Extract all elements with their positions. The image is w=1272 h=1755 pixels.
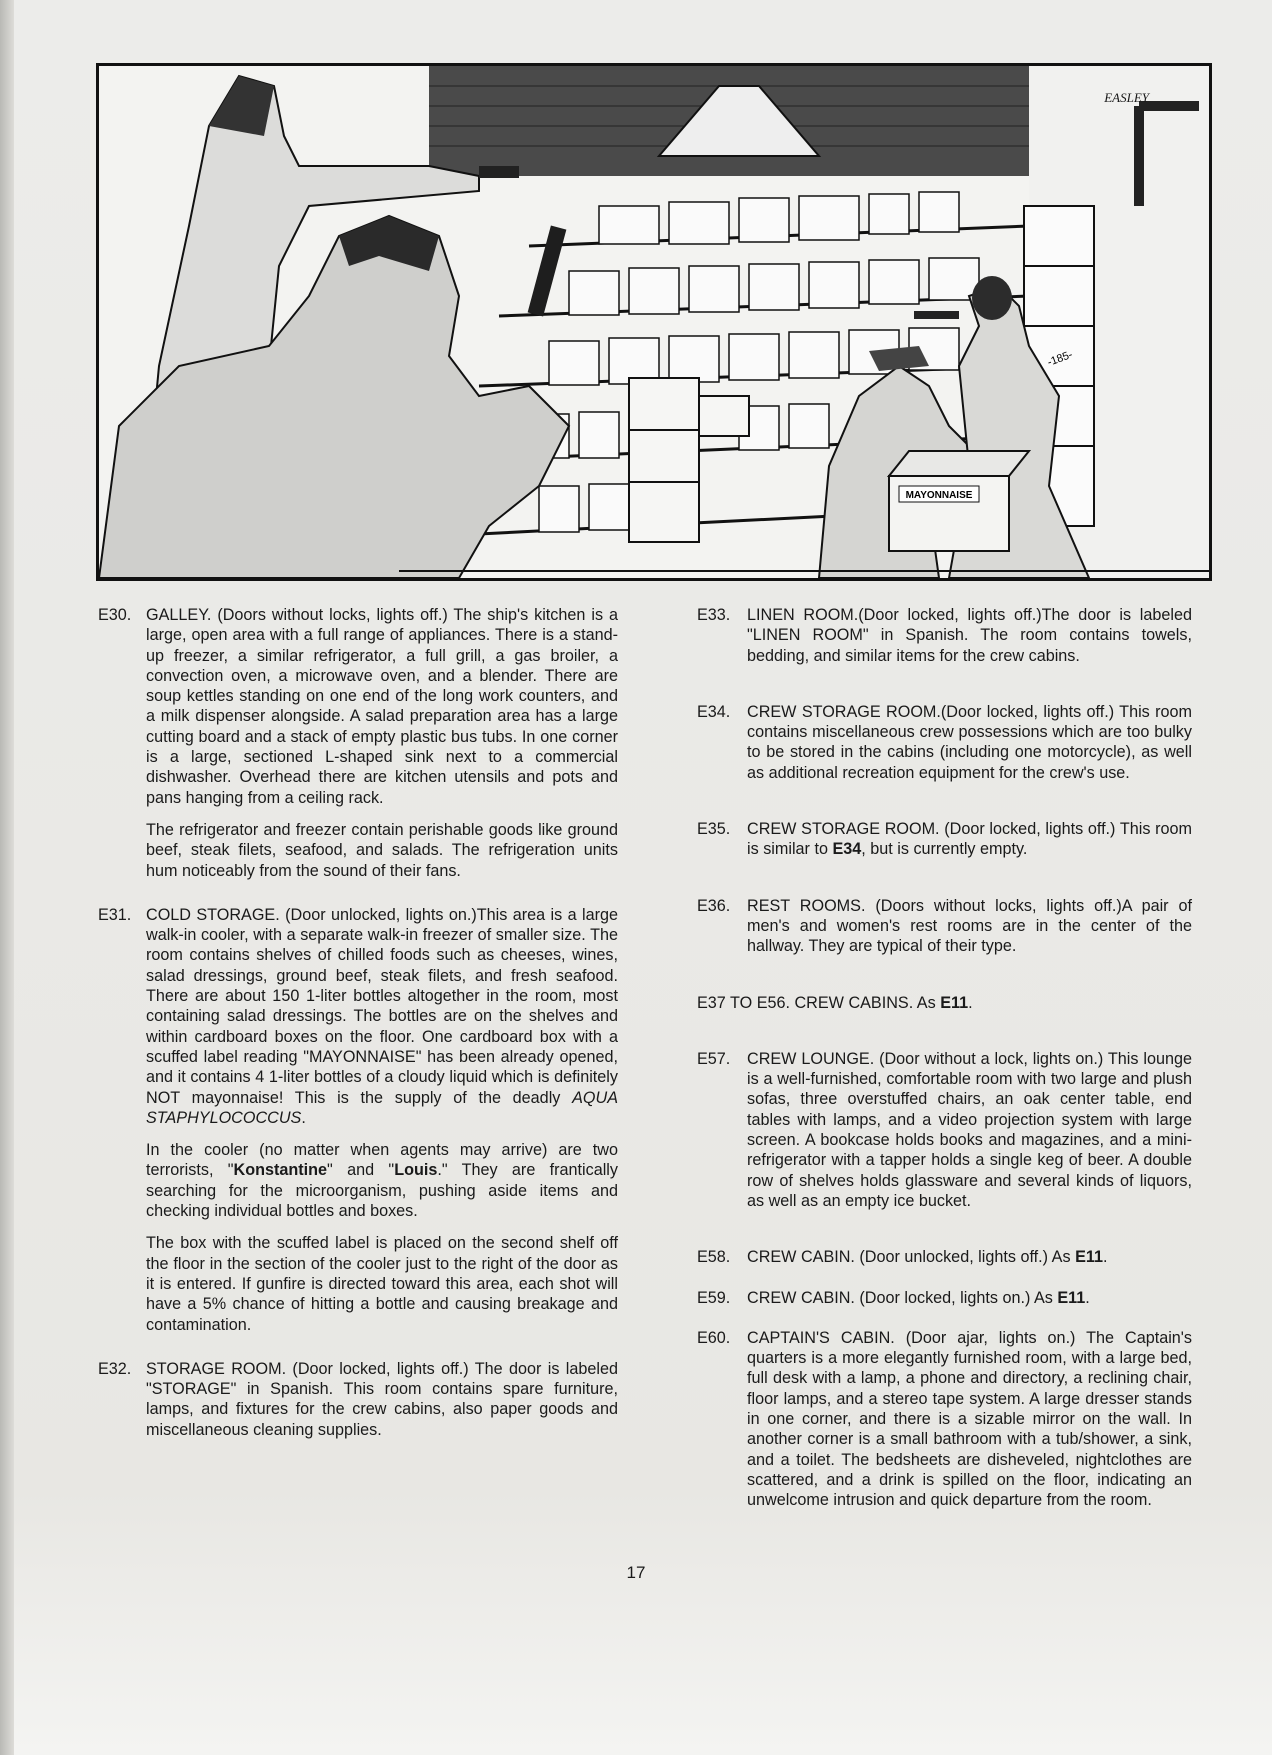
entry-e37-e56 — [697, 993, 1192, 1025]
entry-e58 — [697, 1247, 1192, 1279]
illustration-drawing — [99, 66, 1209, 578]
entry-text: COLD STORAGE. (Door unlocked, lights on.)This area is a large walk-in cooler, with a separate walk-in freezer of smaller size. The room contains shelves of chilled foods such as cheeses, wines, salad dressings, ground beef, steak filets, and fresh seafood. There are about 150 1-liter bottles altogether in the room, most containing salad dressings. The bottles are on the shelves and within cardboard boxes on the floor. One cardboard box with a scuffed label reading "MAYONNAISE" has been already opened, and it contains 4 1-liter bottles of a cloudy liquid which is definitely NOT mayonnaise! This is the supply of the deadly AQUA STAPHYLOCOCCUS. — [146, 905, 618, 1127]
entry-number: E59. — [697, 1288, 731, 1307]
cross-reference: E11 — [940, 993, 969, 1012]
entry-text: GALLEY. (Doors without locks, lights off.) The ship's kitchen is a large, open area with a full range of appliances. There is a stand-up freezer, a similar refrigerator, a full grill, a gas broiler, a convection oven, a microwave oven, and a blender. There are soup kettles standing on one end of the long work counters, and a milk dispenser alongside. A salad preparation area has a large cutting board and a stack of empty plastic bus tubs. In one corner is a large, sectioned L-shaped sink next to a commercial dishwasher. Overhead there are kitchen utensils and pots and pans hanging from a ceiling rack. — [146, 606, 618, 807]
entry-e34 — [697, 702, 1192, 795]
entry-e32 — [98, 1359, 618, 1452]
cross-reference: E34 — [832, 840, 862, 859]
entry-text: CREW STORAGE ROOM. (Door locked, lights off.) This room is similar to E34, but is currently empty. — [747, 820, 1192, 859]
mayonnaise-box — [889, 451, 1029, 551]
cross-reference: E11 — [1075, 1248, 1103, 1267]
box-tag-text: -185- — [1045, 348, 1075, 369]
entry-text: CREW STORAGE ROOM.(Door locked, lights off.) This room contains miscellaneous crew possessions which are too bulky to be stored in the cabins (including one motorcycle), as well as additional recreation equipment for the crew's use. — [747, 702, 1192, 782]
page-number: 17 — [626, 1563, 646, 1582]
entry-e35 — [697, 819, 1192, 872]
entry-number: E30. — [98, 606, 132, 624]
entry-number: E32. — [98, 1359, 132, 1378]
entry-text: CAPTAIN'S CABIN. (Door ajar, lights on.) The Captain's quarters is a more elegantly furnished room, with a large bed, full desk with a lamp, a phone and directory, a reclining chair, floor lamps, and a stereo tape system. A large dresser stands in one corner, and there is a sizable mirror on the wall. In another corner is a small bathroom with a tub/shower, a sink, and a toilet. The bedsheets are disheveled, nightclothes are scattered, and a drink is spilled on the floor, indicating an unwelcome intrusion and quick departure from the room. — [747, 1328, 1192, 1510]
entry-e31 — [98, 905, 618, 1347]
entry-text-continued: In the cooler (no matter when agents may arrive) are two terrorists, "Konstantine" and "Louis." They are frantically searching for the microorganism, pushing aside items and checking individual bottles and boxes. — [146, 1141, 619, 1221]
entry-number: E60. — [697, 1328, 731, 1347]
entry-text: CREW LOUNGE. (Door without a lock, lights on.) This lounge is a well-furnished, comfortable room with two large and plush sofas, three overstuffed chairs, an oak center table, end tables with lamps, and a video projection system with large screen. A bookcase holds books and magazines, and a mini-refrigerator with a tapper holds a single keg of beer. A double row of shelves holds glassware and several kinds of liquors, as well as an empty ice bucket. — [747, 1049, 1192, 1210]
entry-text: E37 TO E56. CREW CABINS. As E11. — [697, 993, 973, 1012]
entry-e36 — [697, 896, 1192, 969]
entry-text-continued: The box with the scuffed label is placed on the second shelf off the floor in the section of the cooler just to the right of the door as it is entered. If gunfire is directed toward this area, each shot will have a 5% chance of hitting a bottle and causing breakage and contamination. — [146, 1234, 618, 1334]
entry-number: E31. — [98, 905, 132, 924]
terrorist-name: Konstantine — [233, 1161, 328, 1180]
page-binding-edge — [0, 0, 14, 1755]
entry-text-continued: The refrigerator and freezer contain perishable goods like ground beef, steak filets, seafood, and salads. The refrigeration units hum noticeably from the sound of their fans. — [146, 820, 618, 880]
entry-e59 — [697, 1288, 1192, 1320]
terrorist-name: Louis — [394, 1161, 438, 1180]
entry-e33 — [697, 605, 1192, 678]
entry-text: LINEN ROOM.(Door locked, lights off.)The door is labeled "LINEN ROOM" in Spanish. The room contains towels, bedding, and similar items for the crew cabins. — [747, 606, 1192, 665]
storage-room-illustration — [96, 63, 1212, 581]
entry-number: E36. — [697, 896, 731, 915]
entry-number: E35. — [697, 820, 731, 839]
entry-text: STORAGE ROOM. (Door locked, lights off.) The door is labeled "STORAGE" in Spanish. This room contains spare furniture, lamps, and fixtures for the crew cabins, also paper goods and miscellaneous cleaning supplies. — [146, 1359, 618, 1439]
entry-e57 — [697, 1049, 1192, 1223]
entry-e30 — [98, 605, 618, 893]
right-column — [697, 605, 1192, 1547]
mayonnaise-label: MAYONNAISE — [905, 490, 973, 501]
entry-text: CREW CABIN. (Door locked, lights on.) As E11. — [747, 1288, 1090, 1307]
entry-number: E57. — [697, 1049, 731, 1068]
artist-signature: EASLEY — [1104, 90, 1149, 105]
left-column — [98, 605, 618, 1464]
entry-number: E58. — [697, 1248, 731, 1267]
entry-number: E34. — [697, 702, 731, 721]
organism-name: AQUA STAPHYLOCOCCUS — [146, 1088, 618, 1127]
entry-text: CREW CABIN. (Door unlocked, lights off.) As E11. — [747, 1248, 1108, 1267]
cross-reference: E11 — [1057, 1288, 1086, 1307]
entry-number: E33. — [697, 606, 731, 624]
entry-e60 — [697, 1328, 1192, 1523]
entry-text: REST ROOMS. (Doors without locks, lights off.)A pair of men's and women's rest rooms are in the center of the hallway. They are typical of their type. — [747, 896, 1192, 956]
